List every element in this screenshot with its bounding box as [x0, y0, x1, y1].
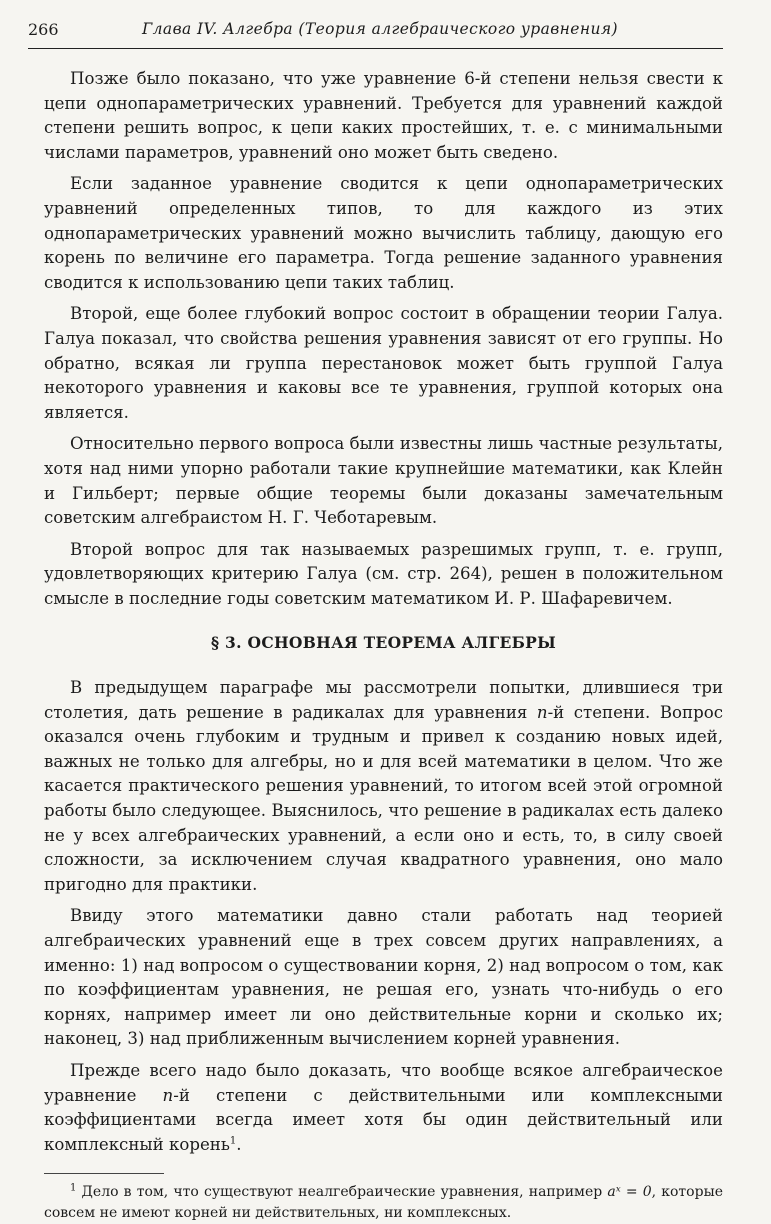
section-paragraph-1-end: -й степени. Вопрос оказался очень глубоким и трудным и привел к созданию новых идей, важных не только для алгебры, но и для всей математики в целом. Что же касается практического решения уравнений, то итогом всей этой огромной работы было следующее. Выяснилось, что решение в радикалах есть далеко не у всех алгебраических уравнений, а если оно и есть, то, в силу своей сложности, за исключением случая квадратного уравнения, оно мало пригодно для практики.: [44, 702, 723, 894]
section-paragraph-2: Ввиду этого математики давно стали работать над теорией алгебраических уравнений еще в трех совсем других направлениях, а именно: 1) над вопросом о существовании корня, 2) над вопросом о том, как по коэффициентам уравнения, не решая его, узнать что-нибудь о его корнях, например имеет ли оно действительные корни и сколько их; наконец, 3) над приближенным вычислением корней уравнения.: [44, 906, 723, 1049]
paragraph-1: Позже было показано, что уже уравнение 6-й степени нельзя свести к цепи однопараметрических уравнений. Требуется для уравнений каждой степени решить вопрос, к цепи каких простейших, т. е. с минимальными числами параметров, уравнений оно может быть сведено.: [44, 69, 723, 162]
page-header: [28, 18, 723, 49]
paragraph-3: Второй, еще более глубокий вопрос состоит в обращении теории Галуа. Галуа показал, что свойства решения уравнения зависят от его группы. Но обратно, всякая ли группа перестановок может быть группой Галуа некоторого уравнения и каковы все те уравнения, группой которых она является.: [44, 304, 723, 422]
book-page: [28, 18, 723, 1224]
page-body: [28, 67, 723, 1157]
section-paragraph-3-start: Прежде всего надо было доказать, что вообще всякое алгебраическое уравнение: [44, 1060, 723, 1105]
footnote-text-end: , которые совсем не имеют корней ни действительных, ни комплексных.: [44, 1184, 723, 1222]
paragraph-4: Относительно первого вопроса были известны лишь частные результаты, хотя над ними упорно работали такие крупнейшие математики, как Клейн и Гильберт; первые общие теоремы были доказаны замечательным советским алгебраистом Н. Г. Чеботаревым.: [44, 434, 723, 528]
footnote-text-start: Дело в том, что существуют неалгебраические уравнения, например: [76, 1184, 608, 1201]
paragraph-2: Если заданное уравнение сводится к цепи однопараметрических уравнений определенных типов, то для каждого из этих однопараметрических уравнений можно вычислить таблицу, дающую его корень по величине его параметра. Тогда решение заданного уравнения сводится к использованию цепи таких таблиц.: [44, 174, 723, 292]
math-variable-n: n: [536, 702, 548, 722]
footnote-reference: 1: [229, 1135, 237, 1147]
footnote-math: aˣ = 0: [607, 1184, 652, 1201]
section-paragraph-1: [44, 676, 723, 897]
section-paragraph-3-middle: -й степени с действительными или комплексными коэффициентами всегда имеет хотя бы один действительный или комплексный корень: [44, 1085, 723, 1154]
paragraph-5: Второй вопрос для так называемых разрешимых групп, т. е. групп, удовлетворяющих критерию Галуа (см. стр. 264), решен в положительном смысле в последние годы советским математиком И. Р. Шафаревичем.: [44, 539, 723, 608]
section-title: § 3. ОСНОВНАЯ ТЕОРЕМА АЛГЕБРЫ: [210, 633, 557, 653]
math-variable-n: n: [162, 1085, 174, 1105]
running-title: Глава IV. Алгебра (Теория алгебраического уравнения): [142, 20, 618, 38]
section-paragraph-3: [44, 1059, 723, 1157]
footnote-divider: [44, 1173, 164, 1174]
footnote-mark: 1: [70, 1182, 77, 1194]
section-paragraph-3-end: .: [236, 1134, 242, 1154]
section-paragraph-1-start: В предыдущем параграфе мы рассмотрели попытки, длившиеся три столетия, дать решение в радикалах для уравнения: [44, 678, 723, 722]
footnote: [44, 1182, 723, 1224]
page-number: 266: [28, 20, 59, 39]
